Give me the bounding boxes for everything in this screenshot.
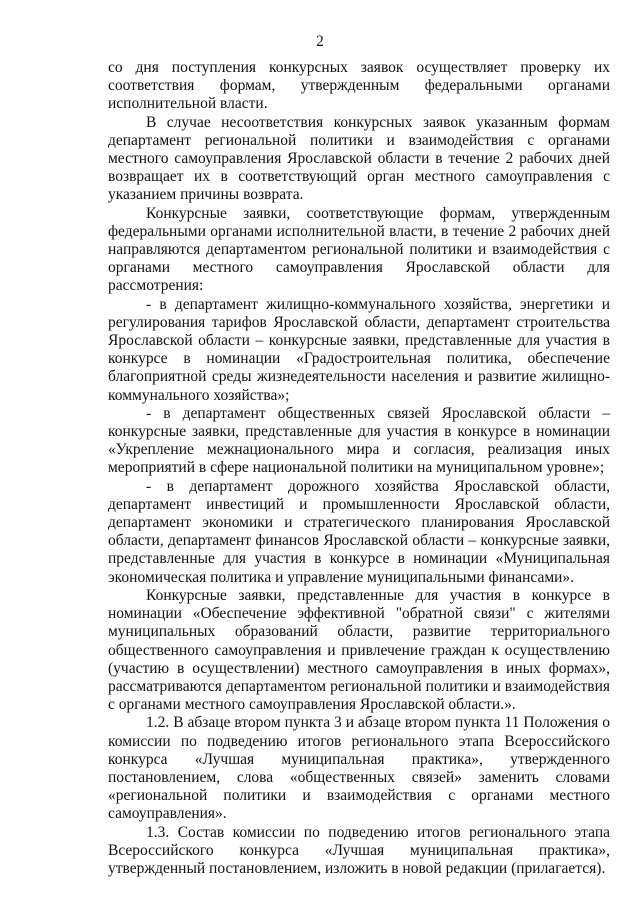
document-body [108,59,610,878]
list-item-public-relations: - в департамент общественных связей Ярославской области – конкурсные заявки, представленные для участия в конкурсе в номинации «Укрепление межнационального мира и согласия, реализация иных мероприятий в сфере национальной политики на муниципальном уровне»; [108,404,610,477]
list-item-road-economy: - в департамент дорожного хозяйства Ярославской области, департамент инвестиций и промышленности Ярославской области, департамент экономики и стратегического планирования Ярославской области, департамент финансов Ярославской области – конкурсные заявки, представленные для участия в конкурсе в номинации «Муниципальная экономическая политика и управление муниципальными финансами». [108,477,610,586]
paragraph-nonconformity: В случае несоответствия конкурсных заявок указанным формам департамент региональной политики и взаимодействия с органами местного самоуправления Ярославской области в течение 2 рабочих дней возвращает их в соответствующий орган местного самоуправления с указанием причины возврата. [108,113,610,204]
paragraph-1-2: 1.2. В абзаце втором пункта 3 и абзаце втором пункта 11 Положения о комиссии по подведению итогов регионального этапа Всероссийского конкурса «Лучшая муниципальная практика», утвержденного постановлением, слова «общественных связей» заменить словами «региональной политики и взаимодействия с органами местного самоуправления». [108,714,610,823]
paragraph-continuation: со дня поступления конкурсных заявок осуществляет проверку их соответствия формам, утвержденным федеральными органами исполнительной власти. [108,59,610,113]
paragraph-1-3: 1.3. Состав комиссии по подведению итогов регионального этапа Всероссийского конкурса «Лучшая муниципальная практика», утвержденный постановлением, изложить в новой редакции (прилагается). [108,823,610,877]
paragraph-forwarding: Конкурсные заявки, соответствующие формам, утвержденным федеральными органами исполнительной власти, в течение 2 рабочих дней направляются департаментом региональной политики и взаимодействия с органами местного самоуправления Ярославской области для рассмотрения: [108,204,610,295]
paragraph-feedback-nomination: Конкурсные заявки, представленные для участия в конкурсе в номинации «Обеспечение эффективной "обратной связи" с жителями муниципальных образований области, развитие территориального общественного самоуправления и привлечение граждан к осуществлению (участию в осуществлении) местного самоуправления в иных формах», рассматриваются департаментом региональной политики и взаимодействия с органами местного самоуправления Ярославской области.». [108,586,610,714]
page-number: 2 [316,33,324,50]
list-item-housing: - в департамент жилищно-коммунального хозяйства, энергетики и регулирования тарифов Ярославской области, департамент строительства Ярославской области – конкурсные заявки, представленные для участия в конкурсе в номинации «Градостроительная политика, обеспечение благоприятной среды жизнедеятельности населения и развитие жилищно-коммунального хозяйства»; [108,295,610,404]
